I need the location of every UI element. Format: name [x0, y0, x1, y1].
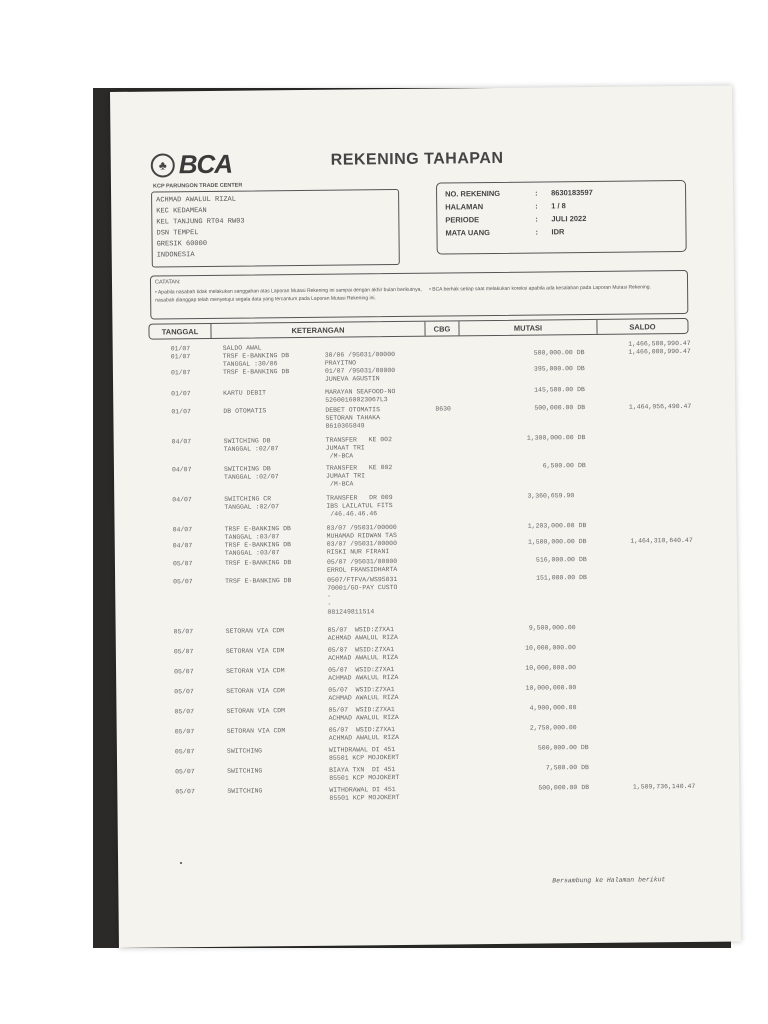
notes-box	[150, 270, 688, 320]
account-label: PERIODE	[445, 215, 480, 225]
table-header	[148, 318, 688, 340]
row-balance	[605, 573, 693, 574]
row-description: TRSF E-BANKING DB TANGGAL :03/07	[224, 525, 291, 541]
notes-right: • BCA berhak setiap saat melakukan koreksi apabila ada kesalahan pada Laporan Mutasi Rekening.	[429, 284, 651, 293]
row-description: SETORAN VIA CDM	[226, 687, 285, 695]
row-detail: WITHDRAWAL DI 451 85501 KCP MOJOKERT	[329, 786, 400, 802]
row-description: TRSF E-BANKING DB	[225, 577, 292, 585]
row-detail: 05/07 WSID:Z7XA1 ACHMAD AWALUL RIZA	[328, 706, 399, 722]
row-balance	[607, 763, 695, 764]
row-detail: 05/07 WSID:Z7XA1 ACHMAD AWALUL RIZA	[327, 626, 398, 642]
table-row	[157, 763, 697, 782]
row-description: SALDO AWAL	[222, 344, 262, 352]
row-date: 05/07	[173, 648, 194, 656]
row-balance	[606, 683, 694, 684]
speck	[180, 862, 182, 864]
row-detail: DEBET OTOMATIS SETORAN TAHAKA 8610365849	[325, 406, 381, 430]
row-amount: 500,000.00	[534, 404, 574, 412]
header-keterangan: KETERANGAN	[211, 322, 425, 338]
header-saldo: SALDO	[629, 321, 656, 332]
row-date: 01/07	[170, 353, 191, 361]
bca-logo-text: BCA	[178, 148, 233, 180]
account-label: NO. REKENING	[445, 188, 501, 199]
row-date: 04/07	[171, 466, 192, 474]
row-description: SETORAN VIA CDM	[225, 647, 285, 655]
row-amount: 10,000,000.00	[525, 644, 576, 652]
table-row	[153, 385, 693, 404]
row-detail: 0507/FTFVA/WS95031 70001/GO-PAY CUSTO - - 081249811514	[327, 576, 398, 616]
address-line: ACHMAD AWALUL RIZAL	[156, 195, 237, 205]
row-description: TRSF E-BANKING DB TANGGAL :03/07	[224, 541, 292, 557]
row-date: 05/07	[172, 560, 193, 568]
row-date: 01/07	[170, 345, 191, 353]
row-branch-code: 8630	[435, 405, 451, 413]
row-date: 01/07	[171, 408, 191, 416]
account-colon: :	[535, 188, 538, 198]
branch-name: KCP PARUNGON TRADE CENTER	[152, 182, 243, 190]
row-amount: 6,500.00	[542, 462, 574, 470]
row-balance	[603, 364, 691, 365]
account-value: IDR	[551, 227, 565, 237]
bca-seal-icon: ♣	[151, 153, 175, 177]
row-date: 05/07	[173, 578, 193, 586]
row-description: TRSF E-BANKING DB	[224, 559, 292, 567]
row-description: TRSF E-BANKING DB	[222, 368, 290, 376]
row-date: 05/07	[174, 748, 195, 756]
account-label: MATA UANG	[445, 228, 490, 238]
row-amount: 500,000.00	[533, 349, 573, 357]
row-amount: 516,000.00	[535, 556, 575, 564]
row-detail: 03/07 /95031/00000 RISKI NUR FIRANI	[326, 540, 397, 556]
row-balance: 1,466,000,990.47	[628, 347, 691, 356]
row-description: SETORAN VIA CDM	[226, 707, 286, 715]
row-description: DB OTOMATIS	[223, 407, 267, 415]
row-description: SWITCHING CR TANGGAL :02/07	[224, 495, 279, 511]
row-description: SETORAN VIA CDM	[226, 727, 286, 735]
address-line: INDONESIA	[156, 251, 195, 260]
table-row	[156, 703, 696, 722]
notes-title: CATATAN:	[154, 279, 181, 286]
account-row	[445, 224, 677, 239]
address-line: KEC KEDAMEAN	[156, 206, 207, 216]
row-date: 05/07	[174, 668, 194, 676]
table-row	[157, 723, 697, 742]
row-date: 05/07	[174, 728, 195, 736]
row-debit-flag: DB	[579, 574, 587, 582]
row-balance	[604, 491, 692, 492]
row-balance	[605, 521, 693, 522]
document-title: REKENING TAHAPAN	[330, 149, 504, 169]
row-detail: TRANSFER KE 002 JUMAAT TRI /M-BCA	[325, 464, 393, 488]
row-detail: TRANSFER DR 009 IBS LAILATUL FITS /46.46.46.46	[326, 494, 393, 518]
row-date: 04/07	[172, 542, 193, 550]
row-balance	[603, 385, 691, 386]
row-amount	[483, 341, 573, 342]
row-date: 05/07	[173, 628, 194, 636]
row-detail: 01/07 /95031/00000 JUNEVA AGUSTIN	[324, 367, 396, 383]
row-debit-flag: DB	[576, 365, 585, 373]
address-line: GRESIK 60000	[156, 239, 208, 249]
table-row	[154, 491, 694, 518]
row-balance	[605, 555, 693, 556]
account-info-box	[436, 180, 687, 255]
row-amount: 7,500.00	[545, 764, 578, 772]
row-amount: 151,000.00	[536, 574, 576, 582]
account-value: 8630183597	[551, 187, 593, 198]
row-balance	[604, 433, 692, 434]
row-debit-flag: DB	[578, 556, 587, 564]
account-colon: :	[535, 201, 538, 211]
account-colon: :	[535, 214, 538, 224]
account-colon: :	[535, 227, 539, 237]
row-debit-flag: DB	[578, 538, 587, 546]
row-detail: MARAYAN SEAFOOD-NO 52600160023067L3	[325, 388, 396, 404]
row-amount: 10,000,000.00	[525, 664, 577, 672]
row-detail: 05/07 /95031/00000 ERROL FRANSIDHARTA	[326, 558, 398, 574]
row-date: 05/07	[174, 688, 194, 696]
transaction-table	[153, 339, 696, 802]
table-row	[156, 643, 696, 662]
row-balance	[606, 703, 694, 704]
row-amount: 1,300,000.00	[526, 434, 574, 442]
row-amount: 1,500,000.00	[527, 538, 575, 546]
row-detail: 05/07 WSID:Z7XA1 ACHMAD AWALUL RIZA	[328, 726, 400, 742]
row-date: 05/07	[175, 768, 195, 776]
account-value: 1 / 8	[551, 201, 566, 211]
row-description: KARTU DEBIT	[223, 389, 267, 397]
table-row	[157, 743, 697, 762]
row-debit-flag: DB	[580, 744, 589, 752]
continued-note: Bersambung ke Halaman berikut	[552, 876, 666, 885]
row-amount: 1,203,000.00	[527, 522, 575, 530]
row-amount: 10,000,000.00	[525, 684, 577, 692]
row-description: SWITCHING DB TANGGAL :02/07	[223, 437, 279, 453]
row-amount: 4,900,000.00	[529, 704, 577, 712]
account-label: HALAMAN	[445, 202, 484, 212]
row-balance	[607, 723, 695, 724]
row-balance	[604, 461, 692, 462]
row-debit-flag: DB	[577, 386, 585, 394]
row-amount: 2,750,000.00	[529, 724, 577, 732]
table-row	[156, 663, 696, 682]
row-amount: 145,500.00	[534, 386, 574, 394]
row-date: 04/07	[171, 438, 192, 446]
row-debit-flag: DB	[577, 404, 586, 412]
row-debit-flag: DB	[576, 349, 585, 357]
table-row	[157, 782, 697, 802]
row-detail: 03/07 /95031/00000 MUHAMAD RIDWAN TAS	[326, 524, 397, 540]
row-debit-flag: DB	[577, 434, 586, 442]
row-amount: 500,000.00	[537, 744, 577, 752]
row-amount: 3,360,659.90	[527, 492, 575, 500]
row-date: 01/07	[171, 390, 191, 398]
table-row	[155, 573, 695, 616]
row-amount: 395,000.00	[533, 365, 573, 373]
row-balance	[606, 663, 694, 664]
row-description: TRSF E-BANKING DB TANGGAL :30/06	[222, 352, 290, 368]
row-balance: 1,509,736,140.47	[632, 782, 696, 791]
row-date: 04/07	[172, 526, 193, 534]
row-date: 05/07	[175, 788, 195, 796]
row-balance: 1,464,956,490.47	[628, 402, 692, 411]
row-amount: 500,000.00	[538, 784, 578, 792]
table-row	[156, 623, 696, 642]
row-balance	[607, 743, 695, 744]
row-balance	[606, 623, 694, 624]
row-detail: 30/06 /95031/00000 PRAYITNO	[324, 351, 396, 367]
row-amount: 9,500,000.00	[528, 624, 576, 632]
header-mutasi: MUTASI	[459, 320, 597, 335]
notes-left: • Apabila nasabah tidak melakukan sanggahan atas Laporan Mutasi Rekening ini sampai dengan akhir bulan berikutnya, nasabah dianggap telah menyetujui segala data yang tercantum pada Laporan Mutasi Rekening ini.	[155, 286, 422, 304]
row-detail: WITHDRAWAL DI 451 85501 KCP MOJOKERT	[328, 746, 400, 762]
row-debit-flag: DB	[581, 764, 589, 772]
bca-logo	[151, 149, 233, 181]
row-debit-flag: DB	[578, 522, 587, 530]
row-detail: BIAYA TXN DI 451 85501 KCP MOJOKERT	[329, 766, 400, 782]
header-tanggal: TANGGAL	[149, 324, 211, 339]
table-row	[156, 683, 696, 702]
address-line: DSN TEMPEL	[156, 229, 199, 238]
row-detail: 05/07 WSID:Z7XA1 ACHMAD AWALUL RIZA	[327, 646, 399, 662]
row-description: SWITCHING DB TANGGAL :02/07	[223, 465, 279, 481]
row-description: SETORAN VIA CDM	[225, 627, 285, 635]
row-description: SWITCHING	[227, 787, 263, 795]
statement-content	[151, 142, 699, 885]
table-row	[153, 402, 693, 430]
row-debit-flag: DB	[581, 784, 590, 792]
customer-address-box	[151, 189, 400, 268]
row-debit-flag: DB	[577, 462, 586, 470]
address-line: KEL TANJUNG RT04 RW03	[156, 217, 245, 227]
account-value: JULI 2022	[551, 214, 587, 224]
row-detail: 05/07 WSID:Z7XA1 ACHMAD AWALUL RIZA	[328, 686, 399, 702]
row-date: 04/07	[172, 496, 192, 504]
row-date: 05/07	[174, 708, 195, 716]
table-row	[154, 461, 694, 488]
row-balance: 1,466,500,990.47	[628, 339, 691, 348]
row-description: SWITCHING	[226, 747, 263, 755]
row-balance	[606, 643, 694, 644]
row-detail: 05/07 WSID:Z7XA1 ACHMAD AWALUL RIZA	[328, 666, 399, 682]
table-row	[154, 433, 694, 460]
row-detail: TRANSFER KE 002 JUMAAT TRI /M-BCA	[325, 436, 393, 460]
statement-page	[110, 85, 741, 947]
header-cbg: CBG	[425, 321, 459, 335]
row-date: 01/07	[170, 369, 191, 377]
row-description: SETORAN VIA CDM	[226, 667, 285, 675]
row-balance: 1,464,310,640.47	[630, 536, 693, 545]
row-description: SWITCHING	[227, 767, 263, 775]
